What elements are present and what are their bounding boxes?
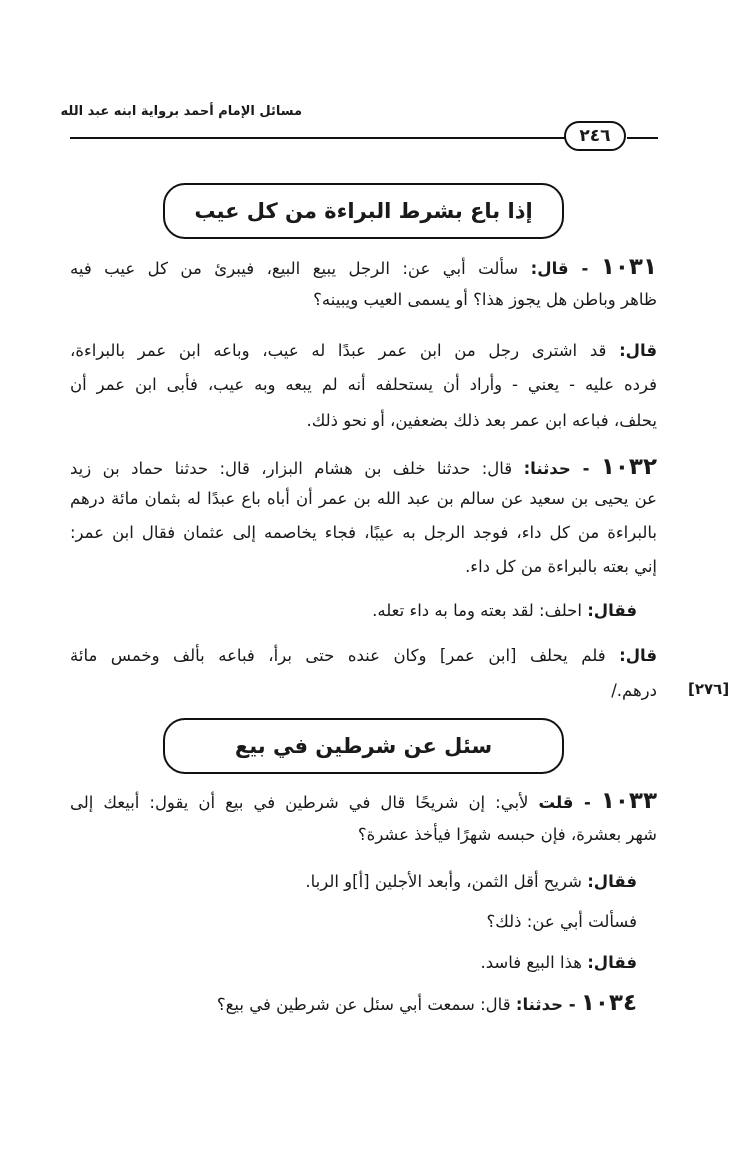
running-title: مسائل الإمام أحمد برواية ابنه عبد الله [60,104,302,119]
entry-1032-qal-2: درهم./ [611,681,657,700]
header-rule-right [627,137,658,139]
answer-keyword: قال: [619,341,657,360]
entry-1031-answer-1: قال: قد اشترى رجل من ابن عمر عبدًا له عيب، وباعه ابن عمر بالبراءة، [70,341,657,360]
entry-1033-faqal: فقال: شريح أقل الثمن، وأبعد الأجلين [أ]و الربا. [305,872,637,891]
entry-1032-line-2: عن يحيى بن سعيد عن سالم بن عبد الله بن عمر أن أباه باع عبدًا له بثمان مائة درهم [70,489,657,508]
entry-1033-question: فسألت أبي عن: ذلك؟ [486,912,637,931]
entry-lead: - حدثنا: [515,995,576,1014]
entry-1033-line-1: ١٠٣٣ - قلت لأبي: إن شريحًا قال في شرطين في بيع أن يقول: أبيعك إلى [70,788,657,814]
entry-lead: - حدثنا: [523,459,590,478]
entry-number: ١٠٣٤ [580,990,637,1016]
entry-number: ١٠٣٢ [600,454,657,480]
entry-number: ١٠٣١ [600,254,657,280]
answer-keyword: فقال: [587,872,637,891]
page-number: ٢٤٦ [564,121,626,151]
answer-keyword: فقال: [587,953,637,972]
entry-number: ١٠٣٣ [600,788,657,814]
answer-keyword: قال: [619,646,657,665]
entry-1031-answer-3: يحلف، فباعه ابن عمر بعد ذلك بضعفين، أو نحو ذلك. [306,411,657,430]
entry-1031-line-1: ١٠٣١ - قال: سألت أبي عن: الرجل يبيع البيع، فيبرئ من كل عيب فيه [70,254,657,280]
entry-1033-line-2: شهر بعشرة، فإن حبسه شهرًا فيأخذ عشرة؟ [357,825,657,844]
entry-1032-line-1: ١٠٣٢ - حدثنا: قال: حدثنا خلف بن هشام البزار، قال: حدثنا حماد بن زيد [70,454,657,480]
entry-1032-line-4: إني بعته بالبراءة من كل داء. [465,557,657,576]
entry-1032-qal-1: قال: فلم يحلف [ابن عمر] وكان عنده حتى برأ، فباعه بألف وخمس مائة [70,646,657,665]
entry-1032-line-3: بالبراءة من كل داء، فوجد الرجل به عيبًا، فجاء يخاصمه إلى عثمان فقال ابن عمر: [70,523,657,542]
chapter-heading-1: إذا باع بشرط البراءة من كل عيب [163,183,564,239]
answer-keyword: فقال: [587,601,637,620]
entry-lead: - قلت [538,793,591,812]
entry-lead: - قال: [530,259,589,278]
entry-1033-faqal-2: فقال: هذا البيع فاسد. [480,953,637,972]
entry-1034-line-1: ١٠٣٤ - حدثنا: قال: سمعت أبي سئل عن شرطين في بيع؟ [216,990,637,1016]
header-rule-left [70,137,566,139]
margin-reference: [٢٧٦] [688,680,730,698]
entry-1032-faqal: فقال: احلف: لقد بعته وما به داء تعله. [372,601,637,620]
entry-1031-line-2: ظاهر وباطن هل يجوز هذا؟ أو يسمى العيب ويبينه؟ [313,290,657,309]
entry-1031-answer-2: فرده عليه - يعني - وأراد أن يستحلفه أنه لم يبعه وبه عيب، فأبى ابن عمر أن [70,375,657,394]
chapter-heading-2: سئل عن شرطين في بيع [163,718,564,774]
